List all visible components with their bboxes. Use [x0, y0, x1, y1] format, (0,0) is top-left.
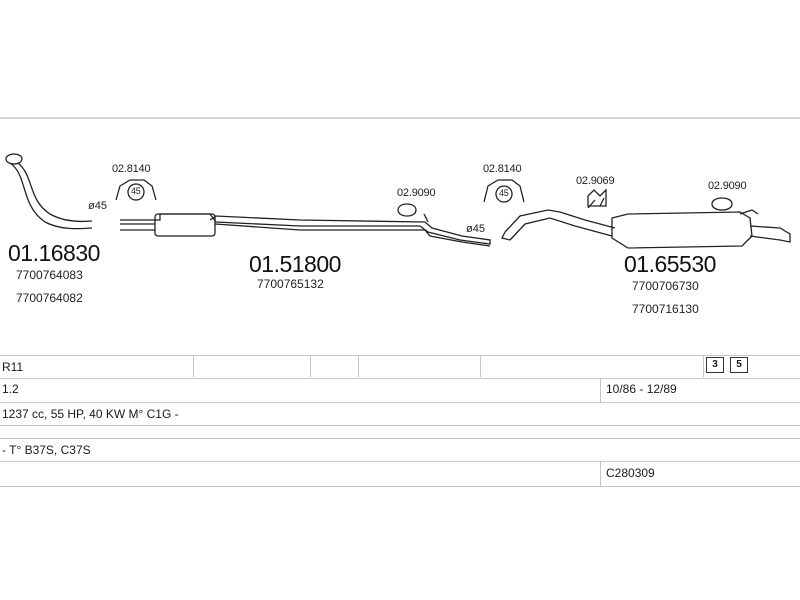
table-row-code	[0, 462, 800, 487]
front-pipe-part-number: 01.16830	[8, 240, 100, 266]
table-row-type	[0, 439, 800, 462]
hanger-c-label: 02.9090	[708, 180, 747, 192]
table-row-engine	[0, 403, 800, 426]
engine-cell: 1237 cc, 55 HP, 40 KW M° C1G -	[2, 407, 179, 421]
rear-silencer-bracket	[740, 210, 758, 214]
col-divider	[600, 462, 601, 486]
rear-oem-1: 7700706730	[632, 279, 699, 293]
clamp-b-label: 02.8140	[483, 163, 522, 175]
fit-icon: 5	[730, 357, 748, 373]
front-pipe-lower	[18, 163, 92, 221]
col-divider	[480, 355, 481, 377]
middle-oem-1: 7700765132	[257, 277, 324, 291]
middle-pipe-outline	[120, 214, 490, 244]
front-pipe-oem-2: 7700764082	[16, 291, 83, 305]
front-pipe-flange	[6, 154, 22, 164]
table-row-variant	[0, 378, 800, 403]
clamp-b-badge: 45	[499, 188, 509, 198]
clamp-a-label: 02.8140	[112, 163, 151, 175]
diameter-label-front: ø45	[88, 200, 107, 212]
rear-tailpipe	[750, 226, 790, 242]
col-divider	[703, 355, 704, 377]
code-cell: C280309	[606, 466, 655, 480]
front-pipe-upper	[10, 163, 92, 229]
front-pipe-oem-1: 7700764083	[16, 268, 83, 282]
table-row-model	[0, 355, 800, 379]
middle-pipe-body	[215, 224, 425, 230]
middle-silencer	[155, 214, 215, 236]
col-divider	[358, 355, 359, 377]
table-row-spacer	[0, 426, 800, 439]
hanger-b-label: 02.9069	[576, 175, 615, 187]
variant-cell: 1.2	[2, 382, 19, 396]
rear-oem-2: 7700716130	[632, 302, 699, 316]
diameter-label-rear: ø45	[466, 223, 485, 235]
rear-part-number: 01.65530	[624, 251, 716, 277]
col-divider	[600, 378, 601, 402]
hanger-a-label: 02.9090	[397, 187, 436, 199]
col-divider	[193, 355, 194, 377]
years-cell: 10/86 - 12/89	[606, 382, 677, 396]
middle-inlet-pipe	[120, 224, 155, 230]
col-divider	[310, 355, 311, 377]
model-cell: R11	[2, 360, 24, 374]
hanger-c-icon	[712, 198, 732, 210]
rear-pipe-lower	[510, 218, 612, 240]
clamp-a-badge: 45	[131, 186, 141, 196]
rear-pipe-end	[502, 232, 510, 240]
type-cell: - T° B37S, C37S	[2, 443, 91, 457]
rear-silencer	[612, 212, 752, 248]
middle-part-number: 01.51800	[249, 251, 341, 277]
kit-icon: 3	[706, 357, 724, 373]
middle-hanger-rod	[424, 214, 428, 222]
hanger-a-icon	[398, 204, 416, 216]
